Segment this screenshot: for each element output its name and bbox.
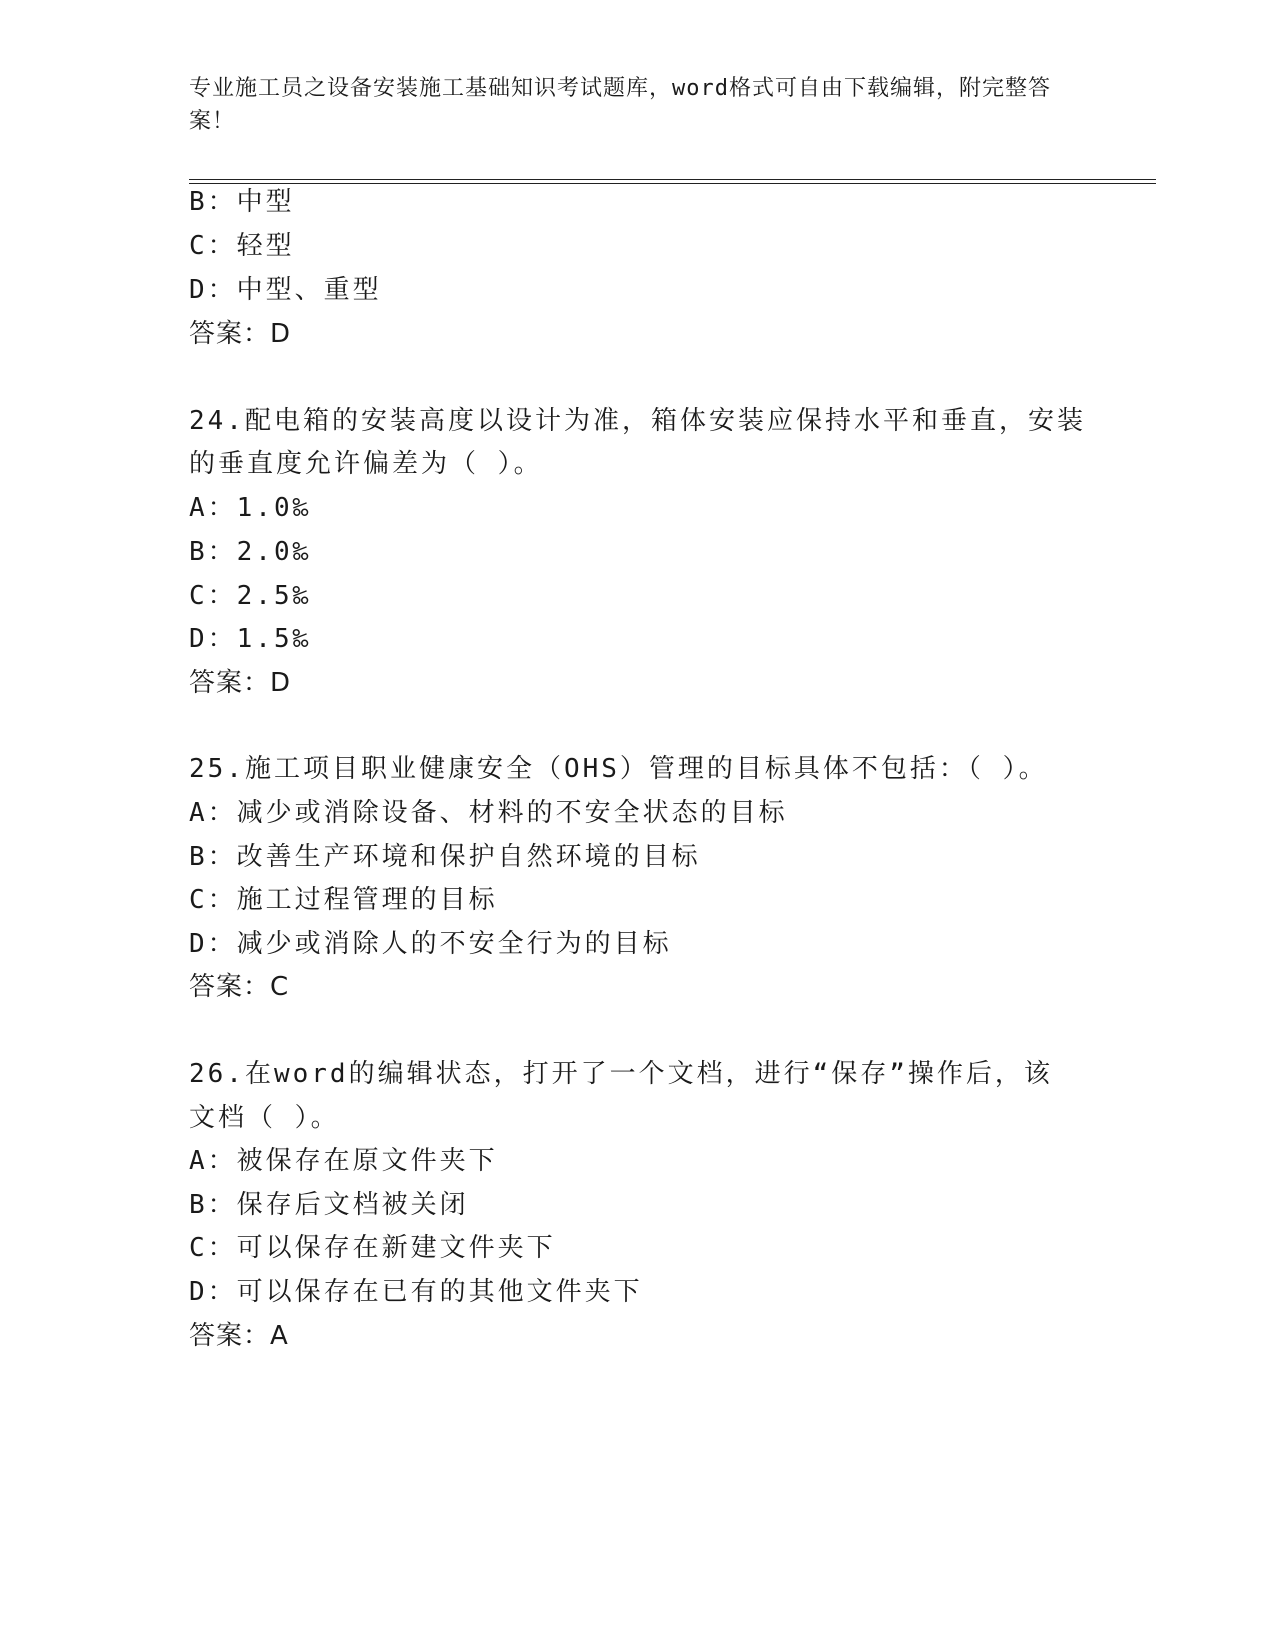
q26-option-a: A：被保存在原文件夹下 [189, 1146, 498, 1176]
header-text: 专业施工员之设备安装施工基础知识考试题库，word格式可自由下载编辑，附完整答案！ [189, 76, 1051, 134]
document-header [189, 72, 1069, 138]
prev-answer: 答案：D [189, 319, 292, 349]
q24-option-c: C：2.5‰ [189, 581, 312, 611]
q26-stem-line-2: 文档（ ）。 [189, 1103, 340, 1133]
q26-option-d: D：可以保存在已有的其他文件夹下 [189, 1277, 643, 1307]
q24-option-d: D：1.5‰ [189, 624, 312, 654]
q25-answer: 答案：C [189, 972, 290, 1002]
q26-option-b: B：保存后文档被关闭 [189, 1190, 469, 1220]
q26-answer: 答案：A [189, 1321, 289, 1351]
q24-stem-line-2: 的垂直度允许偏差为（ ）。 [189, 449, 543, 479]
q26-stem-line-1: 26.在word的编辑状态，打开了一个文档，进行“保存”操作后，该 [189, 1059, 1053, 1089]
q26-option-c: C：可以保存在新建文件夹下 [189, 1233, 556, 1263]
q25-option-a: A：减少或消除设备、材料的不安全状态的目标 [189, 798, 788, 828]
q25-option-d: D：减少或消除人的不安全行为的目标 [189, 929, 672, 959]
q25-stem-line-1: 25.施工项目职业健康安全（OHS）管理的目标具体不包括：（ ）。 [189, 754, 1048, 784]
prev-option-d: D：中型、重型 [189, 275, 382, 305]
prev-option-c: C：轻型 [189, 231, 295, 261]
prev-option-b: B：中型 [189, 187, 295, 217]
q25-option-b: B：改善生产环境和保护自然环境的目标 [189, 842, 701, 872]
q25-option-c: C：施工过程管理的目标 [189, 885, 498, 915]
q24-option-a: A：1.0‰ [189, 493, 312, 523]
q24-answer: 答案：D [189, 668, 292, 698]
q24-stem-line-1: 24.配电箱的安装高度以设计为准，箱体安装应保持水平和垂直，安装 [189, 406, 1086, 436]
header-rule-top [189, 179, 1156, 180]
header-rule-bottom [189, 183, 1156, 184]
q24-option-b: B：2.0‰ [189, 537, 312, 567]
